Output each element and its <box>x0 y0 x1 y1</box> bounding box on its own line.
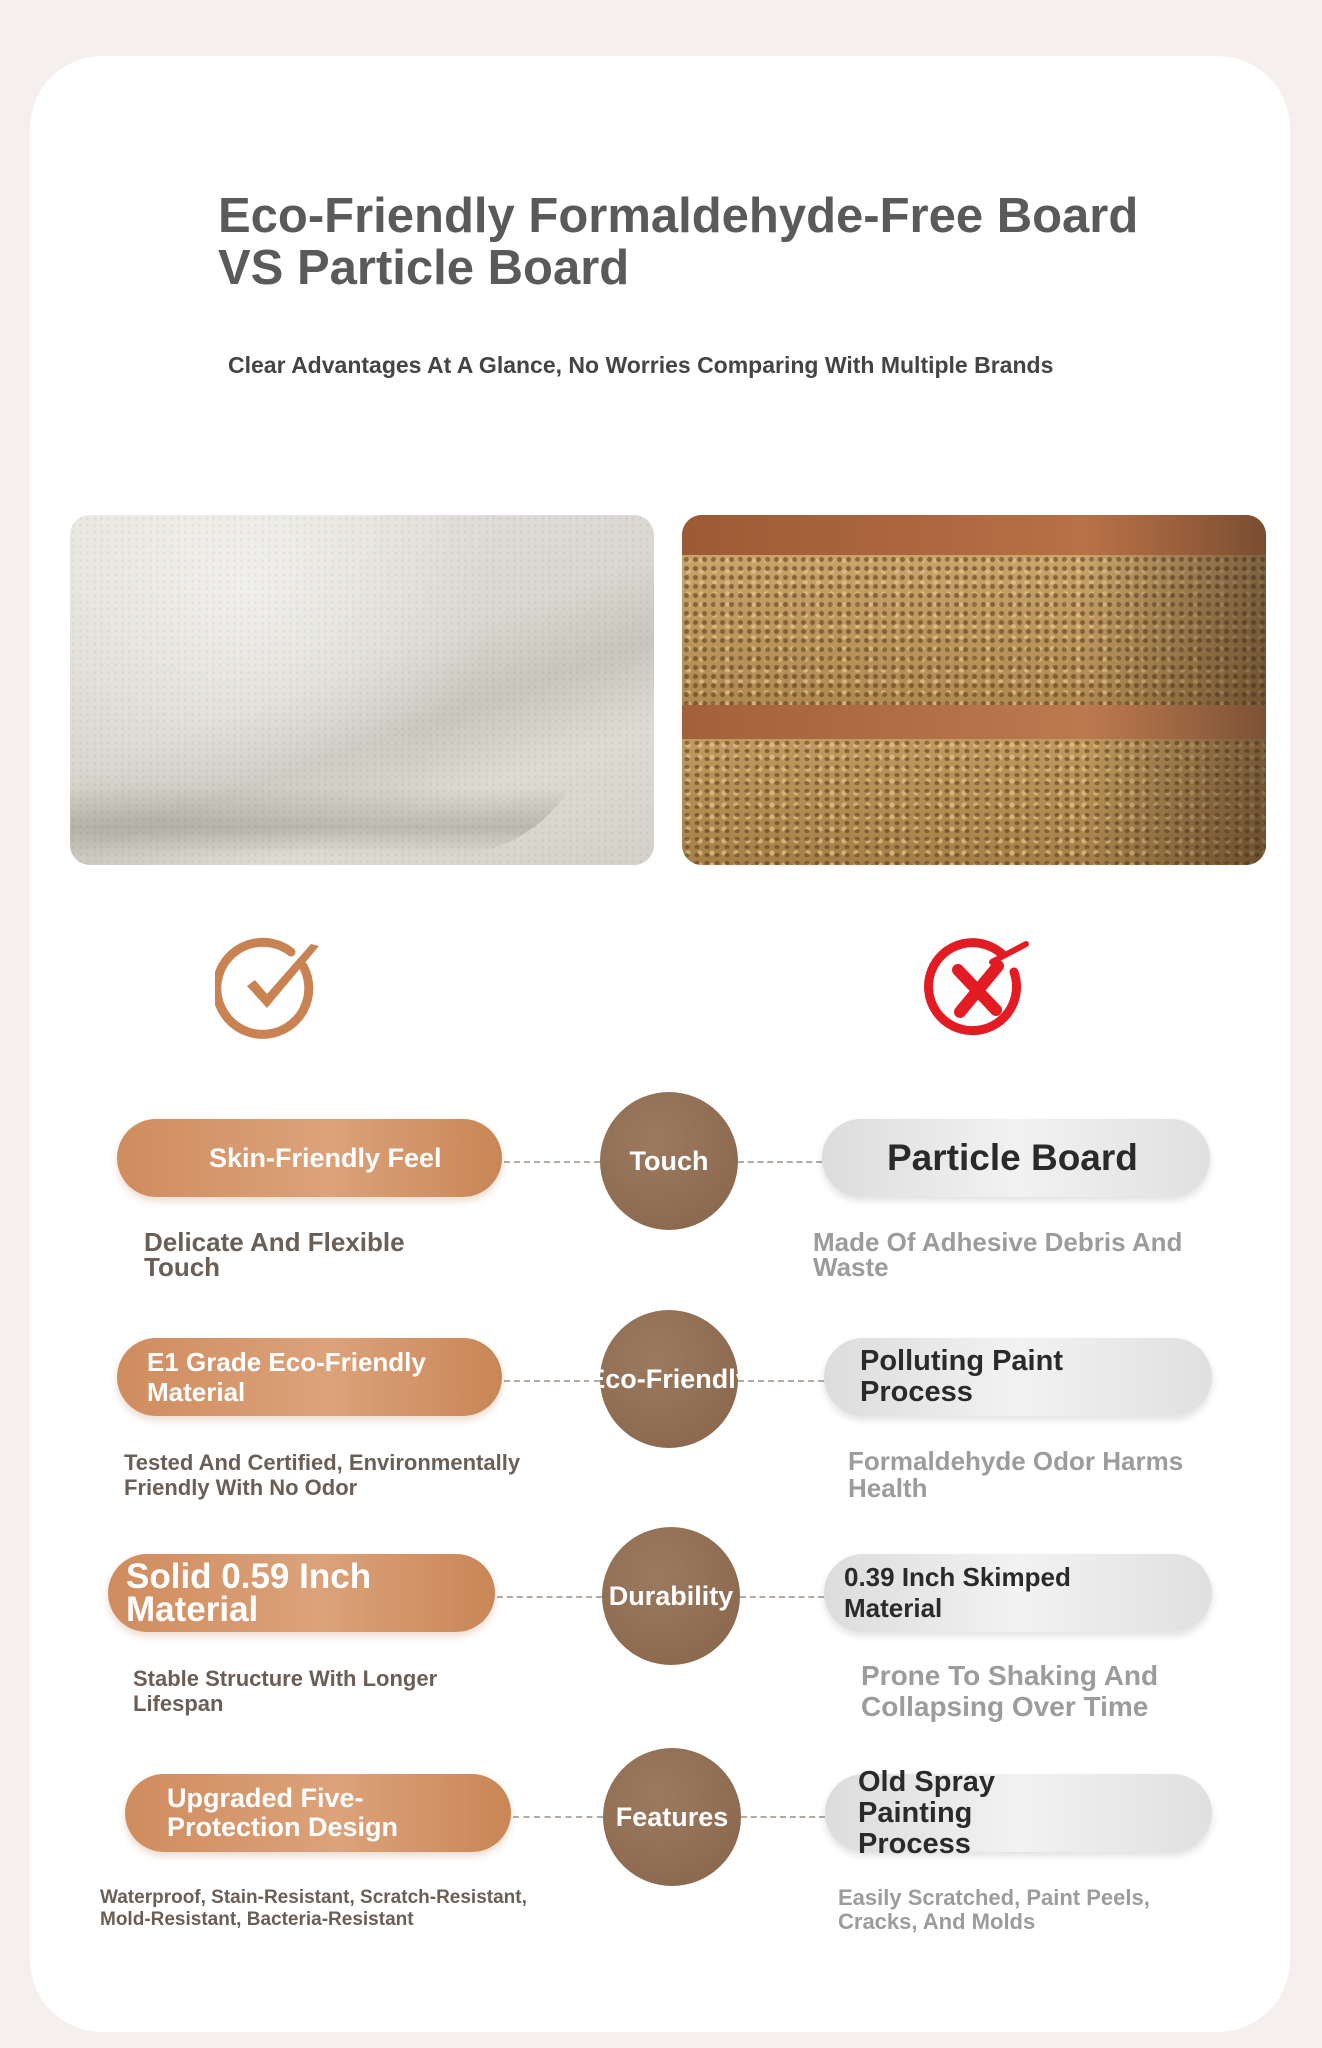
good-label: E1 Grade Eco-Friendly Material <box>147 1347 426 1407</box>
good-desc: Tested And Certified, Environmentally Friendly With No Odor <box>124 1450 521 1500</box>
category-circle-eco <box>587 1310 751 1448</box>
bad-pill-touch <box>822 1119 1210 1197</box>
category-circle-touch <box>600 1092 738 1230</box>
page-title: Eco-Friendly Formaldehyde-Free Board VS Particle Board <box>218 189 1139 295</box>
category-circle-features <box>603 1748 741 1886</box>
check-circle-icon <box>215 932 327 1044</box>
good-pill-features <box>125 1774 511 1852</box>
category-label: Durability <box>608 1580 734 1611</box>
bad-label: Particle Board <box>887 1137 1138 1178</box>
category-label: Features <box>615 1801 729 1832</box>
category-label: Eco-Friendly <box>587 1363 751 1394</box>
connector-line <box>738 1161 822 1163</box>
bad-pill-eco <box>824 1338 1212 1416</box>
category-circle-durability <box>602 1527 740 1665</box>
good-desc: Waterproof, Stain-Resistant, Scratch-Resistant, Mold-Resistant, Bacteria-Resistant <box>100 1887 527 1930</box>
connector-line <box>741 1816 825 1818</box>
bad-desc: Made Of Adhesive Debris And Waste <box>813 1227 1183 1282</box>
bad-label: 0.39 Inch Skimped Material <box>844 1562 1071 1623</box>
good-pill-durability <box>108 1554 495 1632</box>
eco-board-photo <box>70 515 654 865</box>
connector-line <box>497 1596 602 1598</box>
good-pill-touch <box>117 1119 502 1197</box>
good-desc: Delicate And Flexible Touch <box>144 1227 405 1282</box>
connector-line <box>504 1161 600 1163</box>
bad-label: Old Spray Painting Process <box>858 1765 995 1860</box>
bad-pill-durability <box>824 1554 1212 1632</box>
bad-desc: Prone To Shaking And Collapsing Over Time <box>861 1660 1159 1722</box>
good-label: Upgraded Five-Protection Design <box>167 1783 399 1842</box>
good-pill-eco <box>117 1338 502 1416</box>
connector-line <box>513 1816 603 1818</box>
connector-line <box>740 1596 824 1598</box>
bad-desc: Formaldehyde Odor Harms Health <box>848 1446 1184 1503</box>
x-circle-icon <box>922 932 1034 1044</box>
connector-line <box>738 1380 824 1382</box>
bad-desc: Easily Scratched, Paint Peels, Cracks, And Molds <box>838 1885 1150 1934</box>
category-label: Touch <box>629 1145 709 1176</box>
page-subtitle: Clear Advantages At A Glance, No Worries Comparing With Multiple Brands <box>228 352 1054 378</box>
good-label: Solid 0.59 Inch Material <box>126 1557 372 1629</box>
connector-line <box>504 1380 600 1382</box>
particle-board-photo <box>682 515 1266 865</box>
bad-pill-features <box>825 1765 1212 1860</box>
good-label: Skin-Friendly Feel <box>209 1142 442 1173</box>
good-desc: Stable Structure With Longer Lifespan <box>133 1666 438 1716</box>
bad-label: Polluting Paint Process <box>860 1345 1063 1408</box>
